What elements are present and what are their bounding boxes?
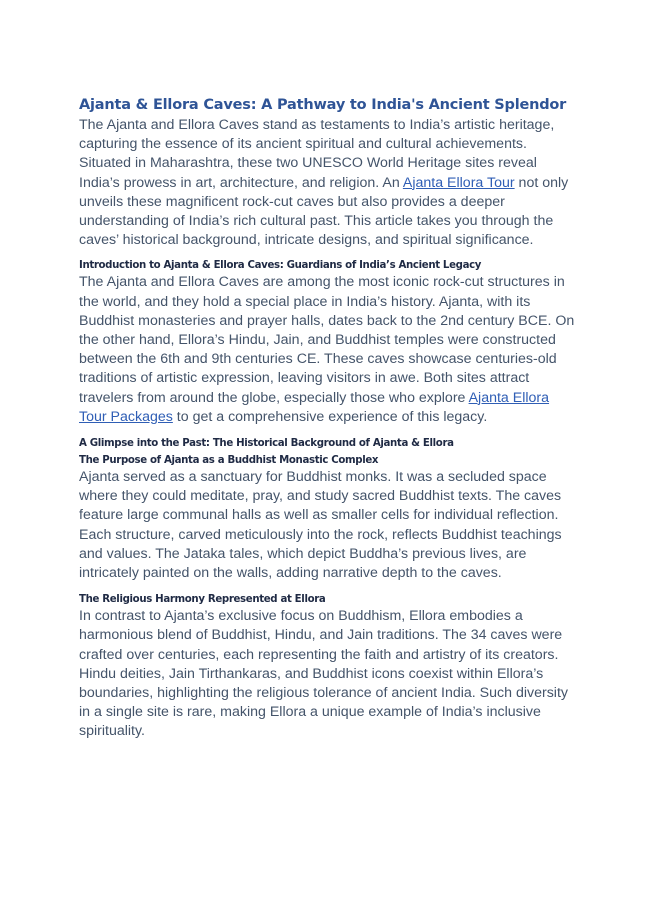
intro-paragraph xyxy=(79,116,580,250)
section-heading-ellora-harmony: The Religious Harmony Represented at Ellora xyxy=(79,594,326,606)
section-heading-introduction: Introduction to Ajanta & Ellora Caves: Guardians of India’s Ancient Legacy xyxy=(79,260,482,272)
ajanta-ellora-tour-link[interactable]: Ajanta Ellora Tour xyxy=(402,174,515,191)
section-heading-historical-background: A Glimpse into the Past: The Historical Background of Ajanta & Ellora xyxy=(79,438,454,450)
intro-text-after-link: not only unveils these magnificent rock-cut caves but also provides a deeper understanding of India’s rich cultural past. This article takes you through the caves’ historical background, intricate designs, and spiritual significance. xyxy=(79,174,569,249)
intro-text-before-link: The Ajanta and Ellora Caves stand as testaments to India’s artistic heritage, capturing the essence of its ancient spiritual and cultural achievements. Situated in Maharashtra, these two UNESCO World Heritage sites reveal India’s prowess in art, architecture, and religion. An xyxy=(79,117,555,191)
document-title: Ajanta & Ellora Caves: A Pathway to India's Ancient Splendor xyxy=(79,97,567,113)
ellora-harmony-paragraph: In contrast to Ajanta’s exclusive focus on Buddhism, Ellora embodies a harmonious blend of Buddhist, Hindu, and Jain traditions. The 34 caves were crafted over centuries, each representing the faith and artistry of its creators. Hindu deities, Jain Tirthankaras, and Buddhist icons coexist within Ellora’s boundaries, highlighting the religious tolerance of ancient India. Such diversity in a single site is rare, making Ellora a unique example of India’s inclusive spirituality. xyxy=(79,608,568,740)
section-heading-ajanta-purpose: The Purpose of Ajanta as a Buddhist Monastic Complex xyxy=(79,455,379,467)
introduction-text-after-link: to get a comprehensive experience of this legacy. xyxy=(172,408,488,425)
introduction-paragraph xyxy=(79,273,580,427)
tour-packages-link[interactable]: Ajanta Ellora Tour Packages xyxy=(79,389,550,425)
introduction-text-before-link: The Ajanta and Ellora Caves are among the most iconic rock-cut structures in the world, and they hold a special place in India’s history. Ajanta, with its Buddhist monasteries and prayer halls, dates back to the 2nd century BCE. On the other hand, Ellora’s Hindu, Jain, and Buddhist temples were constructed between the 6th and 9th centuries CE. These caves showcase centuries-old traditions of artistic expression, leaving visitors in awe. Both sites attract travelers from around the globe, especially those who explore xyxy=(79,274,575,406)
ajanta-purpose-paragraph: Ajanta served as a sanctuary for Buddhist monks. It was a secluded space where they could meditate, pray, and study sacred Buddhist texts. The caves feature large communal halls as well as smaller cells for individual reflection. Each structure, carved meticulously into the rock, reflects Buddhist teachings and values. The Jataka tales, which depict Buddha’s previous lives, are intricately painted on the walls, adding narrative depth to the caves. xyxy=(79,469,562,582)
